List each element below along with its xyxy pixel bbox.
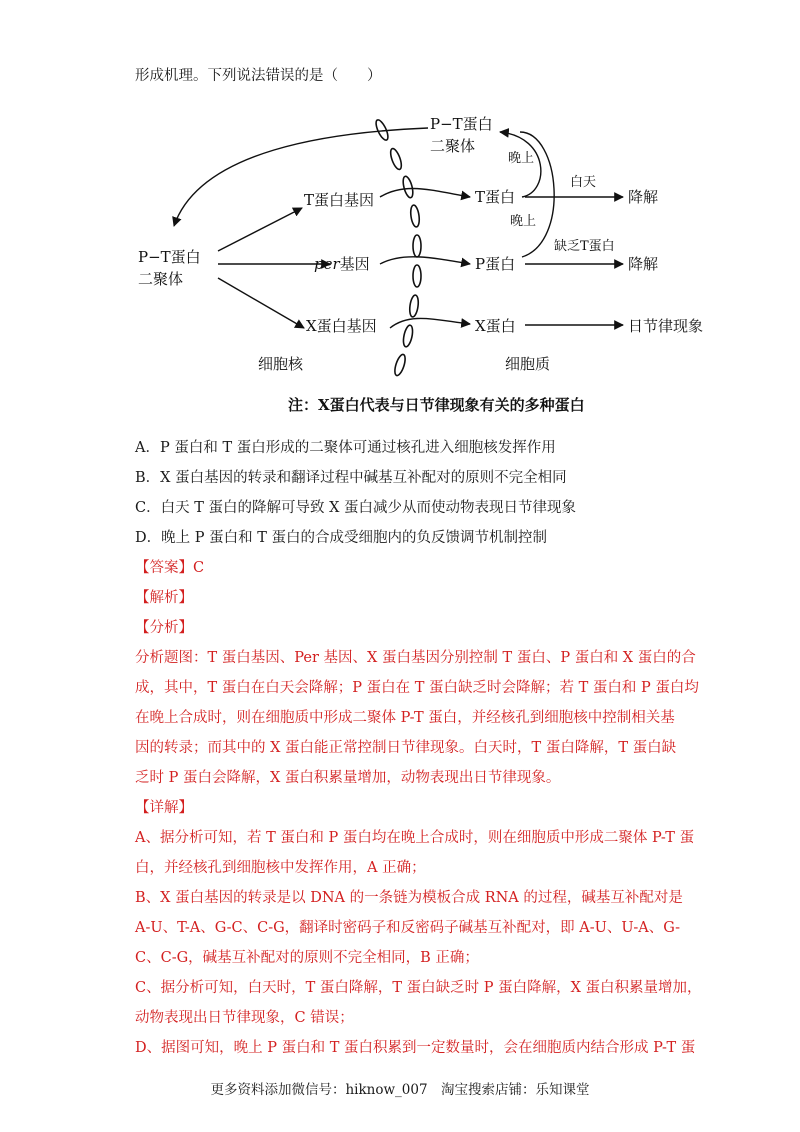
option-d: D．晚上 P 蛋白和 T 蛋白的合成受细胞内的负反馈调节机制控制: [135, 530, 547, 546]
label-rhythm: 日节律现象: [628, 317, 704, 335]
label-degrade-1: 降解: [628, 188, 659, 206]
label-x-gene: X蛋白基因: [306, 317, 377, 335]
label-per-gene: per基因: [314, 255, 370, 273]
label-cytoplasm: 细胞质: [505, 355, 551, 373]
option-c: C．白天 T 蛋白的降解可导致 X 蛋白减少从而使动物表现日节律现象: [135, 500, 577, 516]
label-pt-top-2: 二聚体: [430, 137, 476, 155]
xiangjie-line: C、C-G，碱基互补配对的原则不完全相同，B 正确；: [135, 950, 479, 966]
xiangjie-line: A、据分析可知，若 T 蛋白和 P 蛋白均在晚上合成时，则在细胞质中形成二聚体 P-T 蛋: [135, 830, 695, 846]
xiangjie-line: C、据分析可知，白天时，T 蛋白降解，T 蛋白缺乏时 P 蛋白降解，X 蛋白积累量增加，: [135, 980, 702, 996]
option-a: A．P 蛋白和 T 蛋白形成的二聚体可通过核孔进入细胞核发挥作用: [135, 440, 556, 456]
label-night-upper: 晚上: [508, 151, 535, 166]
xiangjie-line: 动物表现出日节律现象，C 错误；: [135, 1010, 354, 1026]
diagram-note: 注：X蛋白代表与日节律现象有关的多种蛋白: [288, 396, 585, 414]
xiangjie-line: A-U、T-A、G-C、C-G，翻译时密码子和反密码子碱基互补配对，即 A-U、U-A、G-: [135, 920, 680, 936]
label-nucleus: 细胞核: [258, 355, 304, 373]
answer-value: C: [193, 560, 205, 576]
xiangjie-line: 白，并经核孔到细胞核中发挥作用，A 正确；: [135, 860, 426, 876]
fenxi-line: 在晚上合成时，则在细胞质中形成二聚体 P-T 蛋白，并经核孔到细胞核中控制相关基: [135, 710, 675, 726]
mechanism-diagram: [130, 92, 730, 422]
label-lack-t: 缺乏T蛋白: [554, 239, 615, 254]
xiangjie-tag: 【详解】: [135, 800, 193, 816]
label-night-lower: 晚上: [510, 214, 537, 229]
label-pt-left-1: P−T蛋白: [138, 248, 201, 266]
label-daytime: 白天: [570, 175, 597, 190]
xiangjie-line: D、据图可知，晚上 P 蛋白和 T 蛋白积累到一定数量时，会在细胞质内结合形成 P-T 蛋: [135, 1040, 696, 1056]
xiangjie-line: B、X 蛋白基因的转录是以 DNA 的一条链为模板合成 RNA 的过程，碱基互补配对是: [135, 890, 683, 906]
label-degrade-2: 降解: [628, 255, 659, 273]
fenxi-line: 成，其中，T 蛋白在白天会降解；P 蛋白在 T 蛋白缺乏时会降解；若 T 蛋白和 P 蛋白均: [135, 680, 699, 696]
label-pt-top-1: P−T蛋白: [430, 115, 493, 133]
nuclear-membrane: [374, 118, 421, 376]
page-footer: 更多资料添加微信号：hiknow_007 淘宝搜索店铺：乐知课堂: [210, 1082, 590, 1098]
answer-tag: 【答案】: [135, 560, 193, 576]
option-b: B．X 蛋白基因的转录和翻译过程中碱基互补配对的原则不完全相同: [135, 470, 567, 486]
label-pt-left-2: 二聚体: [138, 270, 184, 288]
answer-line: [135, 556, 675, 577]
label-t-protein: T蛋白: [475, 188, 516, 206]
label-t-gene: T蛋白基因: [304, 191, 375, 209]
question-intro: 形成机理。下列说法错误的是（ ）: [135, 68, 382, 84]
fenxi-line: 乏时 P 蛋白会降解，X 蛋白积累量增加，动物表现出日节律现象。: [135, 770, 561, 786]
diagram-arrows: [174, 128, 623, 328]
fenxi-line: 分析题图：T 蛋白基因、Per 基因、X 蛋白基因分别控制 T 蛋白、P 蛋白和 X 蛋白的合: [135, 650, 696, 666]
fenxi-line: 因的转录；而其中的 X 蛋白能正常控制日节律现象。白天时，T 蛋白降解，T 蛋白缺: [135, 740, 677, 756]
label-p-protein: P蛋白: [475, 255, 516, 273]
fenxi-tag: 【分析】: [135, 620, 193, 636]
analysis-tag: 【解析】: [135, 590, 193, 606]
label-x-protein: X蛋白: [475, 317, 516, 335]
